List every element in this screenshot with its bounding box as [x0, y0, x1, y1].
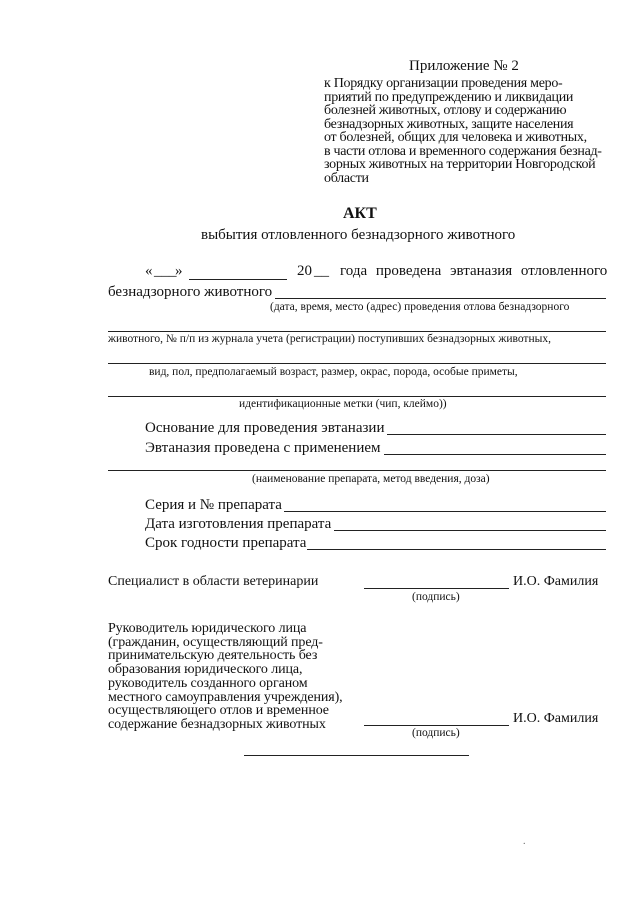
- year-blank[interactable]: __: [314, 263, 329, 279]
- hint-drug: (наименование препарата, метод введения, доза): [252, 473, 490, 485]
- euthanasia-label: Эвтаназия проведена с применением: [145, 440, 381, 456]
- leader-signature-field[interactable]: [364, 725, 509, 726]
- leader-line: принимательскую деятельность без: [108, 648, 318, 664]
- euthanasia-method-field[interactable]: [384, 454, 606, 455]
- hint-description: вид, пол, предполагаемый возраст, размер, окрас, порода, особые приметы,: [149, 366, 518, 378]
- document-title: АКТ: [343, 205, 377, 222]
- leader-line: Руководитель юридического лица: [108, 621, 307, 636]
- identification-field[interactable]: [108, 396, 606, 397]
- specialist-label: Специалист в области ветеринарии: [108, 574, 319, 589]
- capture-info-field[interactable]: [275, 298, 606, 299]
- description-field[interactable]: [108, 363, 606, 364]
- leader-signature-hint: (подпись): [412, 727, 460, 739]
- manufacture-date-field[interactable]: [334, 530, 606, 531]
- expiry-label: Срок годности препарата: [145, 535, 307, 551]
- date-open-quote: «: [145, 263, 153, 279]
- leader-line: содержание безнадзорных животных: [108, 716, 326, 732]
- appendix-line: от болезней, общих для человека и животных,: [324, 130, 587, 145]
- appendix-line: зорных животных на территории Новгородской: [324, 157, 596, 172]
- journal-info-field[interactable]: [108, 331, 606, 332]
- appendix-reference: [324, 77, 614, 185]
- series-label: Серия и № препарата: [145, 497, 282, 513]
- appendix-title: Приложение № 2: [409, 58, 519, 74]
- year-prefix: 20: [297, 263, 312, 279]
- appendix-line: болезней животных, отлову и содержанию: [324, 103, 567, 118]
- specialist-name: И.О. Фамилия: [513, 574, 599, 589]
- manufacture-date-label: Дата изготовления препарата: [145, 516, 332, 532]
- expiry-field[interactable]: [307, 549, 606, 550]
- closing-rule: [244, 755, 469, 756]
- appendix-line: приятий по предупреждению и ликвидации: [324, 89, 574, 105]
- appendix-line: области: [324, 170, 369, 186]
- series-field[interactable]: [284, 511, 606, 512]
- date-month-field[interactable]: [189, 279, 287, 280]
- animal-label: безнадзорного животного: [108, 284, 273, 300]
- leader-label: [108, 622, 343, 732]
- specialist-signature-hint: (подпись): [412, 591, 460, 603]
- page-mark: .: [523, 836, 526, 847]
- appendix-line: в части отлова и временного содержания безнад-: [324, 143, 602, 159]
- date-close-quote: »: [175, 263, 183, 279]
- hint-journal: животного, № п/п из журнала учета (регистрации) поступивших безнадзорных животных,: [108, 333, 551, 345]
- appendix-line: безнадзорных животных, защите населения: [324, 116, 574, 132]
- date-day-blank[interactable]: ___: [154, 263, 177, 279]
- leader-line: образования юридического лица,: [108, 662, 303, 678]
- leader-line: руководитель созданного органом: [108, 675, 308, 691]
- basis-label: Основание для проведения эвтаназии: [145, 420, 385, 436]
- hint-identification: идентификационные метки (чип, клеймо)): [239, 398, 447, 410]
- leader-line: осуществляющего отлов и временное: [108, 703, 329, 719]
- leader-line: (гражданин, осуществляющий пред-: [108, 634, 323, 650]
- basis-field[interactable]: [387, 434, 606, 435]
- appendix-line: к Порядку организации проведения меро-: [324, 76, 563, 91]
- leader-name: И.О. Фамилия: [513, 711, 599, 726]
- specialist-signature-field[interactable]: [364, 588, 509, 589]
- date-text: года проведена эвтаназия отловленного: [340, 263, 608, 279]
- leader-line: местного самоуправления учреждения),: [108, 689, 343, 705]
- document-subtitle: выбытия отловленного безнадзорного животного: [201, 227, 516, 243]
- hint-capture-details: (дата, время, место (адрес) проведения отлова безнадзорного: [270, 301, 570, 313]
- drug-details-field[interactable]: [108, 470, 606, 471]
